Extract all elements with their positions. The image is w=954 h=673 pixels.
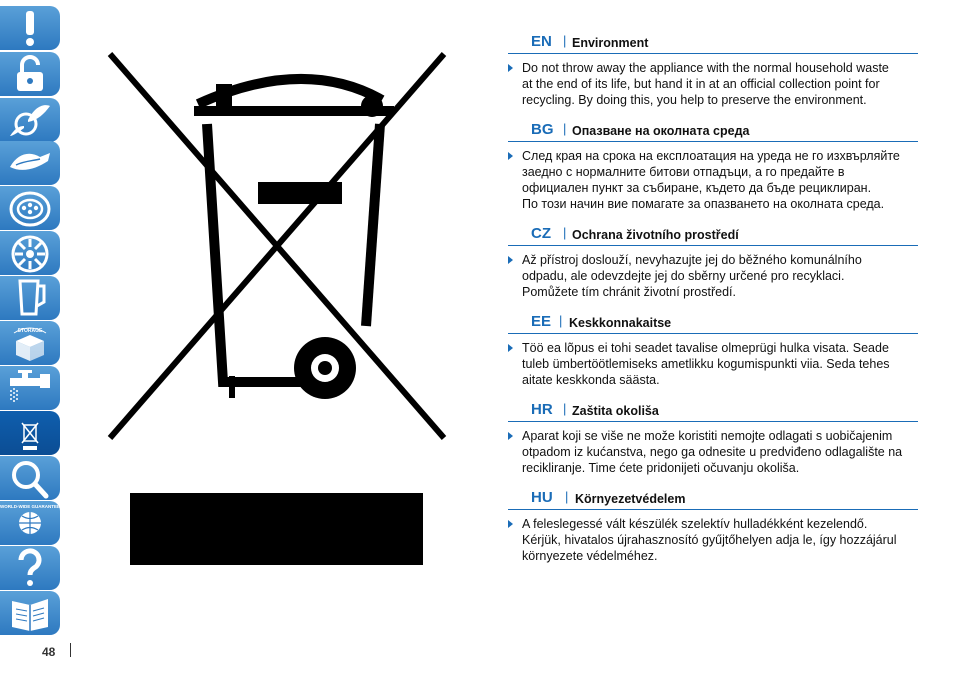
separator: | [563,33,567,48]
separator: | [563,121,567,136]
whisk-icon [6,143,54,183]
section-text: A feleslegessé vált készülék szelektív hulladékként kezelendő. Kérjük, hivatalos újrahasznosító gyűjtőhelyen adja le, így hozzájárul környezete védelméhez. [522,517,897,563]
language-code: EE [531,313,552,330]
section-body-hr [508,428,918,476]
section-text: Töö ea lõpus ei tohi seadet tavalise olmeprügi hulka visata. Seade tuleb ümbertöötlemiseks ametlikku kogumispunkti viia. Seda tehes aitate keskkonda säästa. [522,341,890,387]
section-body-hu [508,516,918,564]
warning-icon [6,8,54,48]
section-title: Environment [572,36,649,50]
bullet-icon [508,432,513,440]
sidebar [0,0,60,638]
page-number-divider [70,643,71,657]
sidebar-item-environment[interactable] [0,411,60,455]
bullet-icon [508,64,513,72]
section-header-hu [508,486,918,510]
separator: | [565,489,569,504]
language-code: CZ [531,225,551,242]
book-icon [6,593,54,633]
sidebar-item-jug[interactable] [0,276,60,320]
separator: | [563,401,567,416]
section-text: Aparat koji se više ne može koristiti nemojte odlagati s uobičajenim otpadom iz kućanstva, nego ga odnesite u predviđeno odlagalište na recikliranje. Time ćete pridonijeti očuvanju okoliša. [522,429,903,475]
section-text: След края на срока на експлоатация на уреда не го изхвърляйте заедно с нормалните битови отпадъци, а го предайте в официален пункт за събиране, където да бъде рециклиран. По този начин вие помагате за опазването на околната среда. [522,149,900,211]
sidebar-item-faq[interactable] [0,546,60,590]
section-text: Do not throw away the appliance with the normal household waste at the end of its life, but hand it in at an official collection point for recycling. By doing this, you help to preserve the environment. [522,61,889,107]
section-body-en [508,60,918,108]
section-body-ee [508,340,918,388]
blade-icon [6,100,54,140]
sidebar-item-disc[interactable] [0,186,60,230]
recycle-bin-icon [6,413,54,453]
language-code: EN [531,33,552,50]
tap-icon [6,368,54,408]
bullet-icon [508,344,513,352]
section-header-cz [508,222,918,246]
section-header-en [508,30,918,54]
weee-bar [130,493,423,565]
sidebar-item-storage[interactable] [0,321,60,365]
sidebar-item-blade[interactable] [0,98,60,142]
citrus-press-icon [6,233,54,273]
sidebar-item-recipes[interactable] [0,591,60,635]
sidebar-item-troubleshooting[interactable] [0,456,60,500]
bullet-icon [508,152,513,160]
section-title: Ochrana životního prostředí [572,228,739,242]
section-header-ee [508,310,918,334]
jug-icon [6,278,54,318]
sidebar-item-guarantee[interactable] [0,501,60,545]
page-number: 48 [42,645,56,659]
padlock-icon [6,54,54,94]
storage-label: STORAGE [17,328,43,334]
sidebar-item-safety[interactable] [0,52,60,96]
question-icon [6,548,54,588]
guarantee-label: WORLD-WIDE GUARANTEE [0,504,60,509]
sidebar-item-warning[interactable] [0,6,60,50]
sidebar-item-citrus-press[interactable] [0,231,60,275]
section-text: Až přístroj doslouží, nevyhazujte jej do běžného komunálního odpadu, ale odevzdejte jej do sběrny určené pro recyklaci. Pomůžete tím chránit životní prostředí. [522,253,862,299]
bullet-icon [508,520,513,528]
bullet-icon [508,256,513,264]
language-code: HR [531,401,553,418]
separator: | [559,313,563,328]
section-title: Környezetvédelem [575,492,686,506]
section-title: Zaštita okoliša [572,404,659,418]
disc-icon [6,188,54,228]
section-title: Опазване на околната среда [572,124,750,138]
sidebar-item-cleaning[interactable] [0,366,60,410]
sidebar-item-whisk[interactable] [0,141,60,185]
storage-box-icon [6,323,54,363]
section-title: Keskkonnakaitse [569,316,672,330]
globe-icon [0,503,60,543]
section-body-bg [508,148,918,212]
section-header-bg [508,118,918,142]
section-header-hr [508,398,918,422]
language-code: HU [531,489,553,506]
language-code: BG [531,121,554,138]
separator: | [563,225,567,240]
section-body-cz [508,252,918,300]
magnifier-icon [6,458,54,498]
crossed-bin-icon [104,46,450,441]
